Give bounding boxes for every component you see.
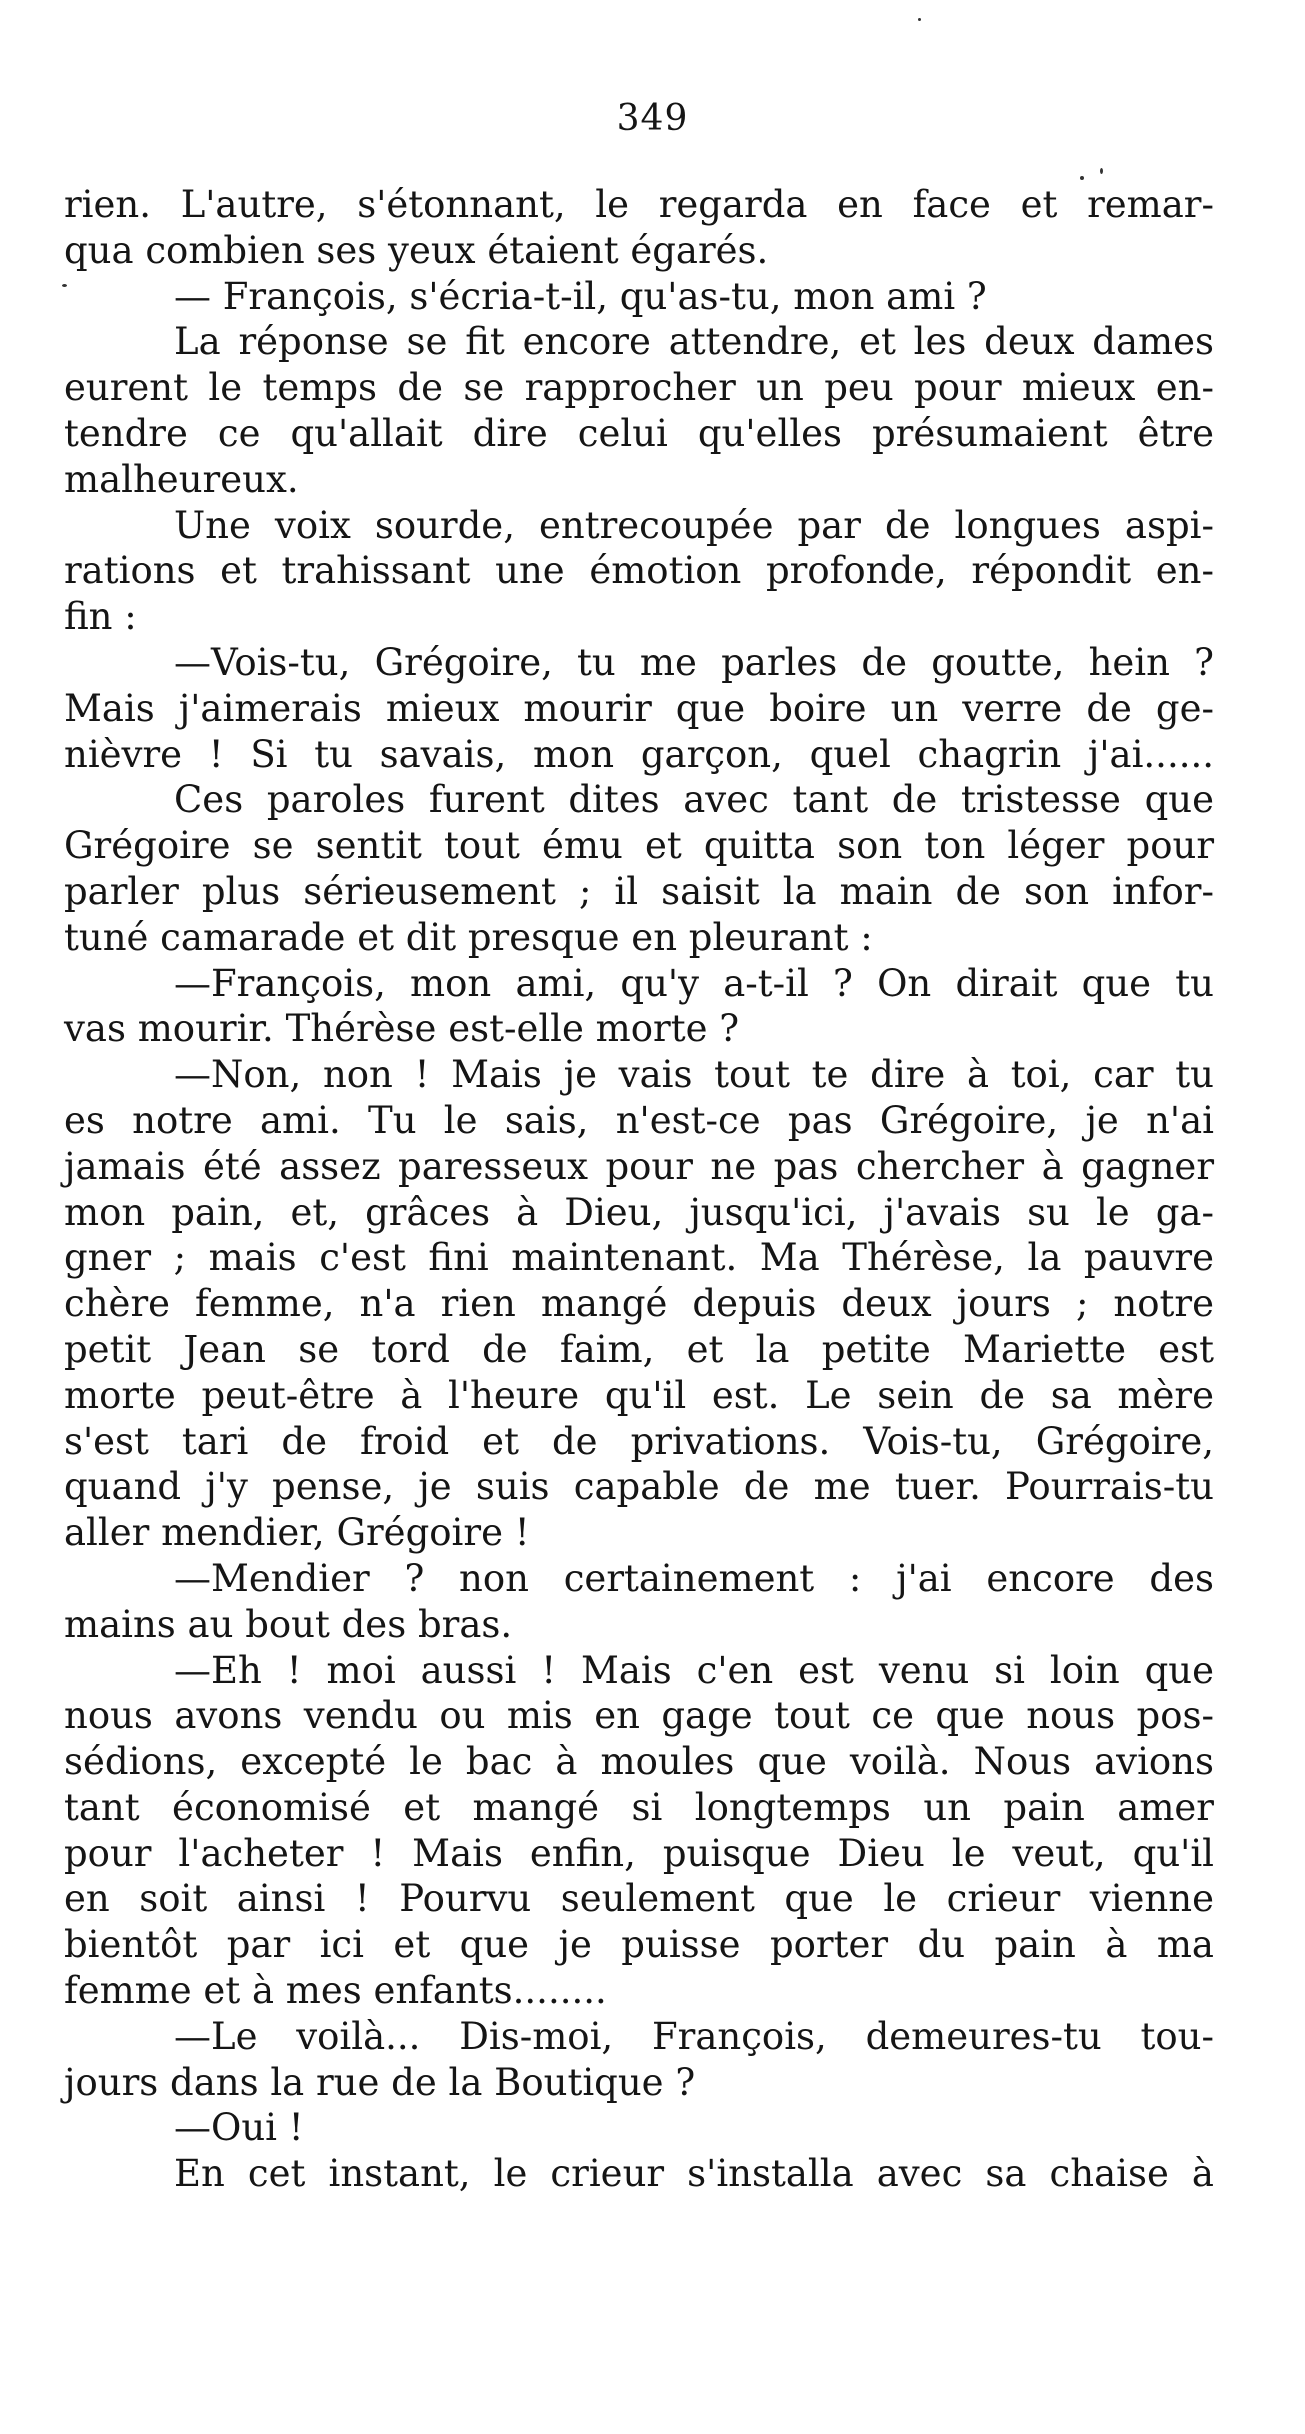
text-line: Une voix sourde, entrecoupée par de longues aspi- [174,503,1214,547]
body-text [64,182,1214,2197]
text-line: pour l'acheter ! Mais enfin, puisque Dieu le veut, qu'il [64,1831,1214,1875]
text-line: vas mourir. Thérèse est-elle morte ? [64,1007,740,1051]
text-line: —Mendier ? non certainement : j'ai encore des [174,1556,1214,1600]
text-line: tuné camarade et dit presque en pleurant : [64,915,873,959]
text-line: gner ; mais c'est fini maintenant. Ma Thérèse, la pauvre [64,1236,1214,1280]
text-line: petit Jean se tord de faim, et la petite Mariette est [64,1327,1214,1371]
text-line: sédions, excepté le bac à moules que voilà. Nous avions [64,1740,1214,1784]
text-line: En cet instant, le crieur s'installa avec sa chaise à [174,2152,1214,2196]
text-line: eurent le temps de se rapprocher un peu pour mieux en- [64,366,1214,410]
text-line: aller mendier, Grégoire ! [64,1511,530,1555]
text-line: —François, mon ami, qu'y a-t-il ? On dirait que tu [174,961,1214,1005]
text-line: mains au bout des bras. [64,1602,513,1646]
text-line: — François, s'écria-t-il, qu'as-tu, mon ami ? [174,274,987,318]
text-line: malheureux. [64,457,299,501]
text-line: chère femme, n'a rien mangé depuis deux jours ; notre [64,1282,1214,1326]
text-line: fin : [64,595,137,639]
text-line: Ces paroles furent dites avec tant de tristesse que [174,778,1214,822]
text-line: es notre ami. Tu le sais, n'est-ce pas Grégoire, je n'ai [64,1098,1214,1142]
print-speck [1080,176,1084,180]
print-speck [62,284,67,287]
text-line: nous avons vendu ou mis en gage tout ce que nous pos- [64,1694,1214,1738]
text-line: Mais j'aimerais mieux mourir que boire un verre de ge- [64,686,1214,730]
text-line: mon pain, et, grâces à Dieu, jusqu'ici, j'avais su le ga- [64,1190,1214,1234]
text-line: —Non, non ! Mais je vais tout te dire à toi, car tu [174,1053,1214,1097]
text-line: —Oui ! [174,2106,304,2150]
text-line: parler plus sérieusement ; il saisit la main de son infor- [64,869,1214,913]
text-line: rations et trahissant une émotion profonde, répondit en- [64,549,1214,593]
text-line: jamais été assez paresseux pour ne pas chercher à gagner [64,1144,1214,1188]
text-line: tendre ce qu'allait dire celui qu'elles présumaient être [64,411,1214,455]
text-line: s'est tari de froid et de privations. Vois-tu, Grégoire, [64,1419,1214,1463]
text-line: quand j'y pense, je suis capable de me tuer. Pourrais-tu [64,1465,1214,1509]
text-line: —Le voilà... Dis-moi, François, demeures-tu tou- [174,2014,1214,2058]
text-line: —Eh ! moi aussi ! Mais c'en est venu si loin que [174,1648,1214,1692]
text-line: tant économisé et mangé si longtemps un pain amer [64,1785,1214,1829]
page-number: 349 [616,98,689,139]
text-line: qua combien ses yeux étaient égarés. [64,228,769,272]
text-line: femme et à mes enfants........ [64,1969,607,2013]
text-line: Grégoire se sentit tout ému et quitta son ton léger pour [64,824,1214,868]
text-line: nièvre ! Si tu savais, mon garçon, quel chagrin j'ai...... [64,732,1214,776]
text-line: bientôt par ici et que je puisse porter du pain à ma [64,1923,1214,1967]
text-line: rien. L'autre, s'étonnant, le regarda en face et remar- [64,183,1214,226]
text-line: en soit ainsi ! Pourvu seulement que le crieur vienne [64,1877,1214,1921]
text-line: La réponse se fit encore attendre, et les deux dames [174,320,1214,364]
text-line: jours dans la rue de la Boutique ? [64,2060,696,2104]
text-line: morte peut-être à l'heure qu'il est. Le sein de sa mère [64,1373,1214,1417]
print-speck [1100,168,1103,174]
print-speck [918,18,921,21]
text-line: —Vois-tu, Grégoire, tu me parles de goutte, hein ? [174,640,1214,684]
